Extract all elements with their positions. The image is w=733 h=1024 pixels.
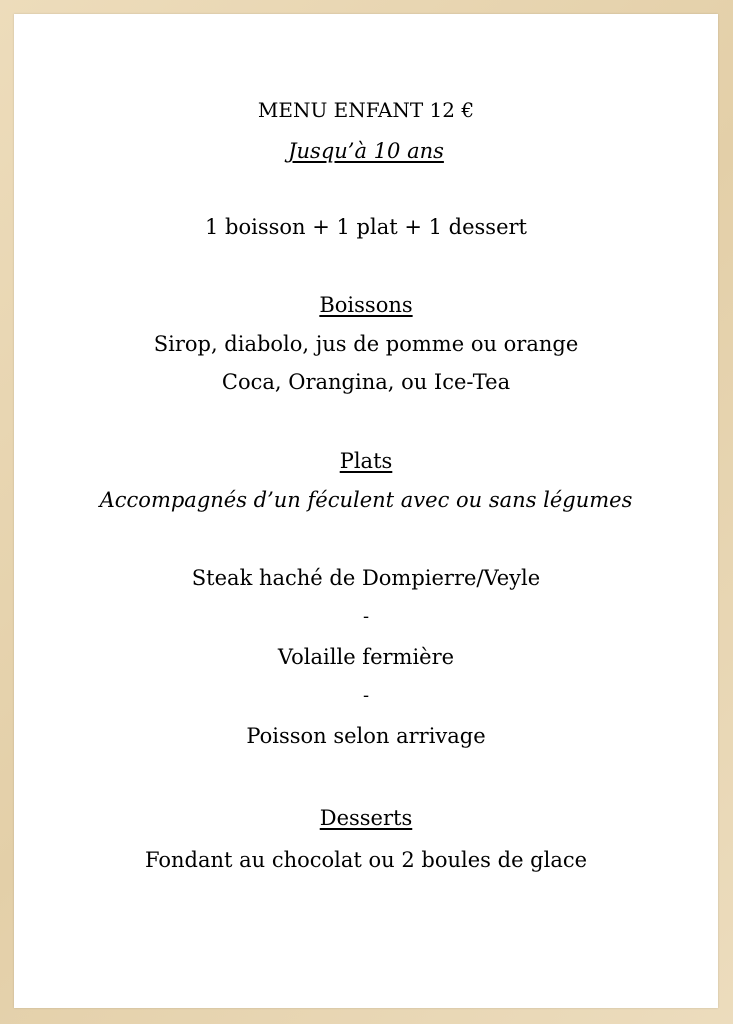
menu-page xyxy=(14,14,718,1008)
dessert-item: Fondant au chocolat ou 2 boules de glace xyxy=(144,848,588,872)
plats-heading: Plats xyxy=(339,449,393,473)
boissons-heading: Boissons xyxy=(319,293,413,317)
plat-separator: - xyxy=(362,606,370,627)
boisson-item: Coca, Orangina, ou Ice-Tea xyxy=(221,370,511,394)
boisson-item: Sirop, diabolo, jus de pomme ou orange xyxy=(153,332,579,356)
desserts-heading: Desserts xyxy=(319,806,413,830)
age-limit: Jusqu’à 10 ans xyxy=(288,139,444,163)
plat-item: Poisson selon arrivage xyxy=(246,724,486,748)
plats-note: Accompagnés d’un féculent avec ou sans légumes xyxy=(99,488,633,512)
menu-title: MENU ENFANT 12 € xyxy=(257,98,475,122)
plat-item: Volaille fermière xyxy=(277,645,455,669)
plat-item: Steak haché de Dompierre/Veyle xyxy=(191,566,541,590)
menu-formula: 1 boisson + 1 plat + 1 dessert xyxy=(205,215,527,239)
plat-separator: - xyxy=(362,685,370,706)
